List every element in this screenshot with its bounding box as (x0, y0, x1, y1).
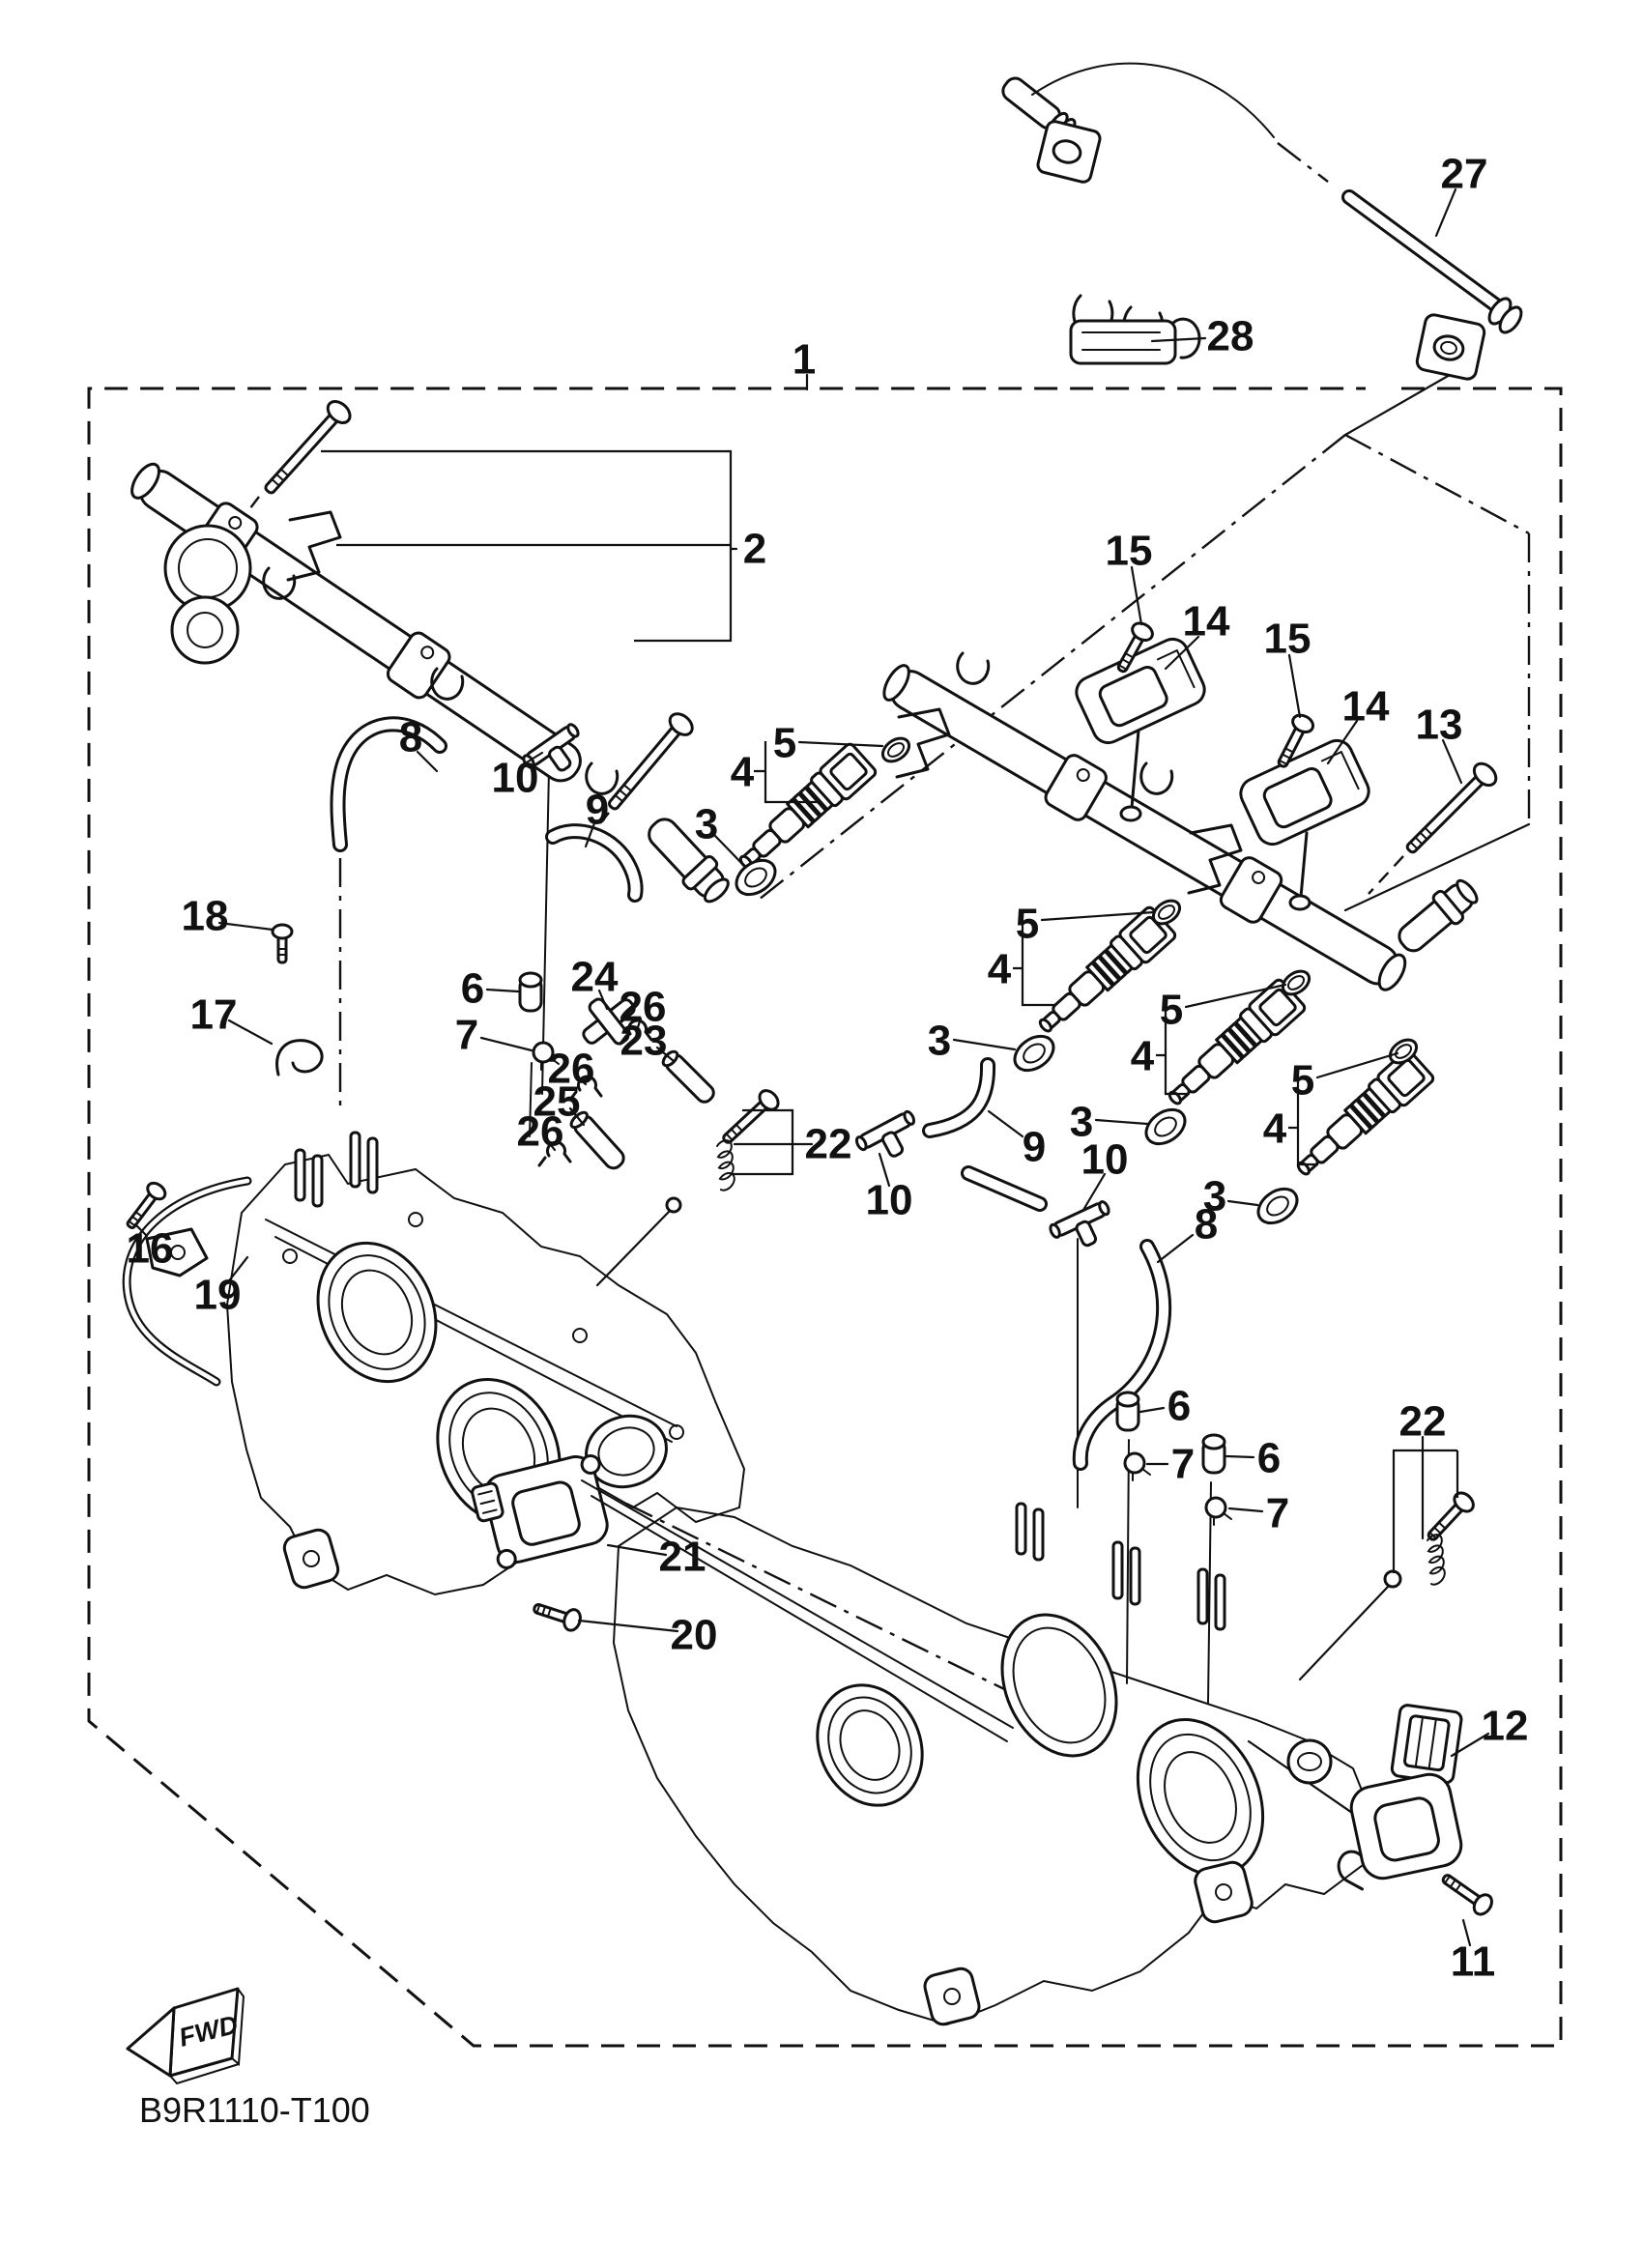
leader-line (579, 1621, 677, 1631)
fwd-badge (128, 1989, 244, 2083)
callout-label-26: 26 (516, 1107, 564, 1156)
callout-label-15: 15 (1105, 527, 1153, 575)
leader-line (608, 1545, 666, 1555)
hook-17 (277, 1041, 323, 1075)
leader-line (481, 1038, 532, 1050)
callout-label-7: 7 (454, 1011, 479, 1059)
callout-label-6: 6 (1167, 1382, 1192, 1430)
callout-label-12: 12 (1481, 1702, 1529, 1750)
callout-label-27: 27 (1440, 150, 1488, 198)
callout-label-3: 3 (694, 800, 719, 848)
leader-line (989, 1111, 1023, 1136)
sensor-12 (1323, 1705, 1466, 1893)
hose-holder-28 (1071, 296, 1199, 363)
callout-label-22: 22 (1398, 1397, 1447, 1446)
callout-label-6: 6 (460, 964, 485, 1013)
rail-bolt-rear (602, 709, 697, 815)
hose-8-left (338, 724, 441, 845)
callout-label-9: 9 (1022, 1123, 1047, 1171)
callout-label-26: 26 (619, 983, 667, 1031)
callout-label-19: 19 (193, 1271, 242, 1319)
callout-label-26: 26 (547, 1045, 595, 1093)
callout-label-4: 4 (987, 945, 1012, 993)
callout-label-4: 4 (1262, 1105, 1287, 1153)
callout-label-24: 24 (570, 953, 619, 1001)
callout-label-3: 3 (927, 1017, 952, 1065)
leader-line (1226, 1456, 1254, 1457)
callout-label-10: 10 (491, 754, 539, 802)
callout-label-5: 5 (1290, 1056, 1315, 1105)
leader-line (715, 836, 744, 866)
leader-line (954, 1040, 1015, 1049)
screw-18 (273, 925, 292, 962)
callout-label-5: 5 (772, 719, 797, 767)
callout-label-8: 8 (1194, 1200, 1219, 1249)
figure-code: B9R1110-T100 (139, 2090, 370, 2130)
leader-line (1140, 1408, 1164, 1412)
callout-label-7: 7 (1170, 1440, 1196, 1488)
leader-line (1096, 1120, 1147, 1124)
callout-label-15: 15 (1263, 615, 1312, 663)
callout-label-5: 5 (1159, 986, 1184, 1034)
assembly-boundary (89, 388, 1561, 2046)
callout-label-14: 14 (1182, 597, 1230, 646)
callout-label-22: 22 (804, 1120, 852, 1168)
cap-6-right1 (1117, 1392, 1139, 1430)
callout-label-10: 10 (865, 1176, 913, 1224)
callout-label-25: 25 (533, 1077, 581, 1126)
callout-label-8: 8 (398, 713, 423, 761)
pipe-stub-right (968, 1173, 1040, 1204)
callout-label-23: 23 (620, 1017, 668, 1065)
idle-screw-22-left (667, 1087, 782, 1212)
callout-label-21: 21 (658, 1533, 706, 1581)
fuel-rail-left (122, 452, 735, 908)
callout-label-2: 2 (742, 525, 767, 573)
screw-11 (1438, 1869, 1495, 1918)
leader-line (1229, 1508, 1262, 1511)
callout-label-13: 13 (1415, 701, 1463, 749)
sensor-14-rear (1236, 735, 1374, 849)
callout-label-20: 20 (670, 1611, 718, 1659)
callout-label-28: 28 (1206, 312, 1254, 360)
callout-label-16: 16 (126, 1224, 174, 1273)
callout-label-6: 6 (1256, 1434, 1282, 1482)
callout-label-4: 4 (1130, 1032, 1155, 1080)
rail-bolt-front (258, 397, 354, 500)
hose-9-left (553, 831, 636, 895)
leader-line (1158, 1235, 1193, 1262)
callout-label-14: 14 (1341, 682, 1390, 731)
callout-label-10: 10 (1081, 1135, 1129, 1184)
leader-line (487, 990, 518, 991)
callout-label-5: 5 (1015, 900, 1040, 948)
callout-label-17: 17 (189, 990, 238, 1039)
sensor-14-front (1072, 634, 1210, 748)
callout-label-1: 1 (792, 335, 817, 384)
callout-label-3: 3 (1202, 1172, 1227, 1220)
callout-label-9: 9 (585, 786, 610, 834)
fwd-label: FWD (176, 2009, 242, 2053)
callout-label-11: 11 (1450, 1938, 1496, 1986)
callout-label-3: 3 (1069, 1098, 1094, 1146)
callout-label-4: 4 (730, 748, 755, 796)
leader-line (1228, 1201, 1257, 1205)
leader-line (1132, 567, 1141, 624)
callout-label-7: 7 (1265, 1489, 1290, 1537)
injector-2 (1030, 905, 1177, 1044)
hose-9-right (930, 1065, 988, 1131)
leader-line (1289, 655, 1300, 717)
cap-6-left (520, 973, 541, 1011)
idle-screw-22-right (1385, 1489, 1477, 1588)
screw-20 (532, 1597, 583, 1632)
cap-6-right2 (1203, 1435, 1225, 1473)
tjoint-10-mid (854, 1110, 925, 1169)
routing-lines (238, 375, 1529, 1815)
leader-line (799, 742, 882, 746)
callout-label-18: 18 (181, 892, 229, 940)
